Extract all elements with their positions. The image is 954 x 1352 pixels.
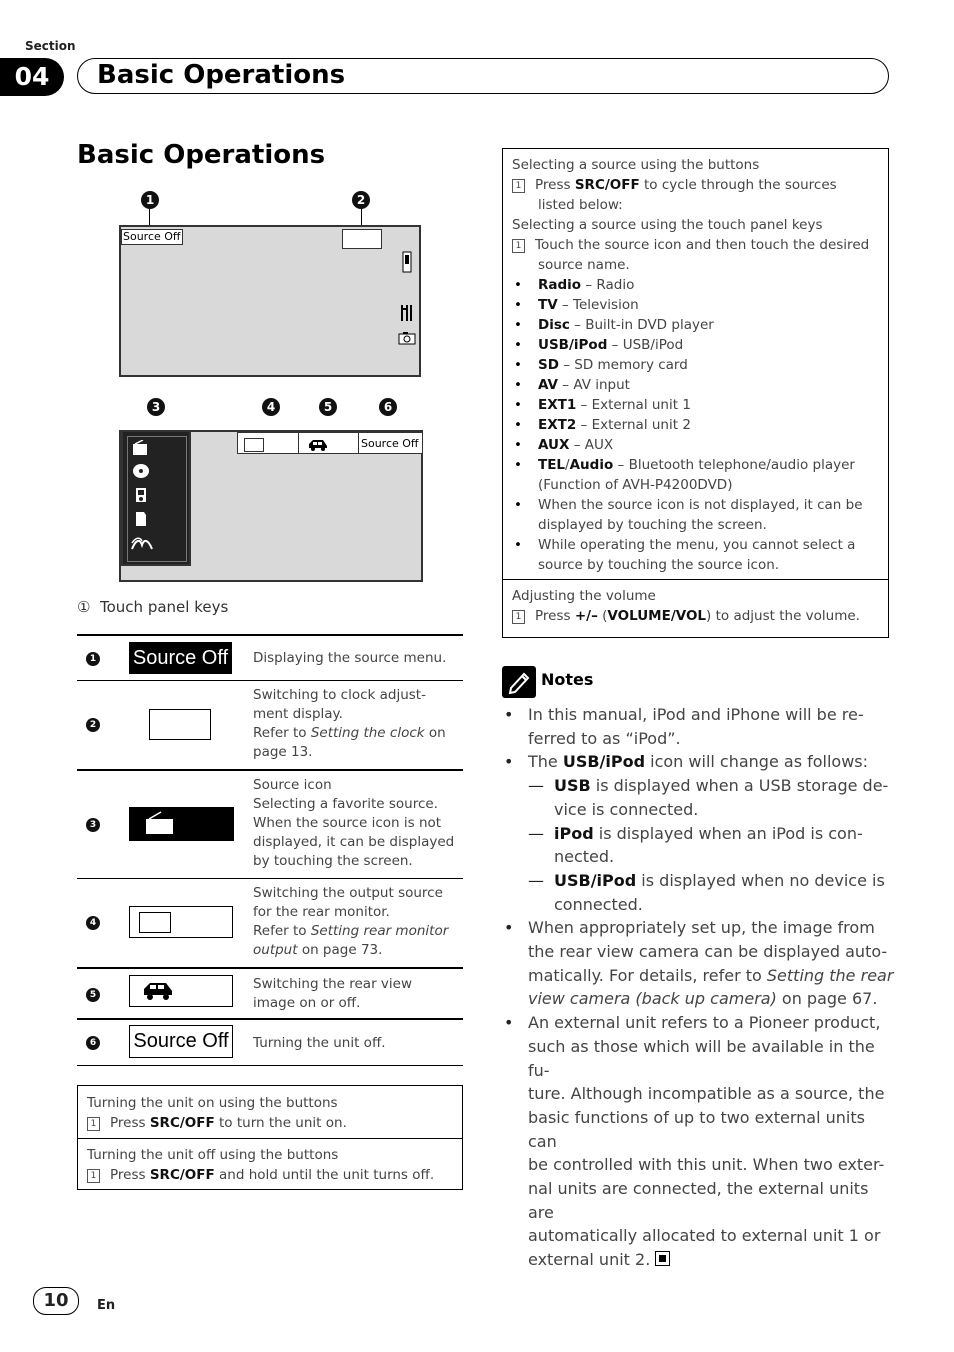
volume-title: Adjusting the volume bbox=[512, 588, 656, 604]
row-number: 4 bbox=[86, 916, 100, 930]
rear-view-key[interactable] bbox=[307, 437, 329, 456]
source-icon-radio[interactable] bbox=[131, 440, 151, 460]
row-description: Displaying the source menu. bbox=[253, 650, 447, 666]
notes-heading: Notes bbox=[541, 670, 594, 689]
row-description: Switching the rear view image on or off. bbox=[253, 976, 413, 1011]
table-row bbox=[77, 634, 463, 680]
callout-4: 4 bbox=[262, 398, 280, 416]
list-item: • AUX – AUX bbox=[512, 435, 879, 455]
off-step: 1 Press SRC/OFF and hold until the unit turns off. bbox=[87, 1165, 453, 1185]
on-step: 1 Press SRC/OFF to turn the unit on. bbox=[87, 1113, 453, 1133]
callout-1: 1 bbox=[141, 191, 159, 209]
rear-monitor-key-icon bbox=[129, 906, 233, 938]
disc-icon[interactable] bbox=[132, 463, 150, 483]
source-menu bbox=[121, 430, 191, 566]
pencil-icon bbox=[502, 666, 536, 698]
rear-view-key-icon bbox=[129, 975, 233, 1007]
row-number: 1 bbox=[86, 652, 100, 666]
av-input-icon[interactable] bbox=[130, 536, 154, 555]
source-title-touch: Selecting a source using the touch panel keys bbox=[512, 217, 823, 233]
sub-item: — USB is displayed when a USB storage de- vice is connected. bbox=[528, 774, 897, 821]
source-title-buttons: Selecting a source using the buttons bbox=[512, 157, 760, 173]
phone-icon bbox=[402, 251, 412, 273]
divider bbox=[358, 433, 359, 453]
source-instructions-box bbox=[502, 148, 889, 638]
sd-card-icon[interactable] bbox=[135, 511, 147, 531]
source-off-key-icon: Source Off bbox=[129, 642, 232, 674]
rear-monitor-key[interactable] bbox=[244, 438, 264, 452]
list-item: • An external unit refers to a Pioneer product, such as those which will be available in the fu- ture. Although incompatible as a source, the basic functions of up to two external units can be controlled with this unit. When two exter- nal units are connected, the external units are automatically allocated to external unit 1 or external unit 2. bbox=[502, 1011, 897, 1272]
divider bbox=[298, 433, 299, 453]
source-step-2-cont: source name. bbox=[538, 257, 630, 273]
callout-2: 2 bbox=[352, 191, 370, 209]
section-title: Basic Operations bbox=[97, 60, 346, 90]
notes-list bbox=[502, 703, 897, 1272]
list-item: • Disc – Built-in DVD player bbox=[512, 315, 879, 335]
screen-menu bbox=[119, 430, 423, 582]
tools-icon bbox=[399, 303, 415, 323]
callout-6: 6 bbox=[379, 398, 397, 416]
row-number: 2 bbox=[86, 718, 100, 732]
list-item: • The USB/iPod icon will change as follows: — USB is displayed when a USB storage de- vice is connected. — iPod is displayed when an iPod is con- nected. — USB/iPod is displayed when no device is connected. bbox=[502, 750, 897, 916]
callout-3: 3 bbox=[147, 398, 165, 416]
language-code: En bbox=[97, 1298, 116, 1313]
sub-item: — iPod is displayed when an iPod is con- nected. bbox=[528, 822, 897, 869]
power-instructions-box bbox=[77, 1085, 463, 1190]
row-number: 6 bbox=[86, 1036, 100, 1050]
callout-5: 5 bbox=[319, 398, 337, 416]
page-number: 10 bbox=[33, 1287, 79, 1315]
table-row bbox=[77, 680, 463, 769]
row-number: 3 bbox=[86, 818, 100, 832]
source-off-key[interactable]: Source Off bbox=[361, 437, 419, 450]
table-row bbox=[77, 769, 463, 878]
menu-key-bar bbox=[237, 432, 423, 454]
table-row bbox=[77, 1018, 463, 1066]
list-item: • While operating the menu, you cannot select a source by touching the source icon. bbox=[512, 535, 879, 575]
section-number: 04 bbox=[0, 58, 64, 96]
list-item: • When appropriately set up, the image from the rear view camera can be displayed auto- matically. For details, refer to Setting the rear view camera (back up camera) on page 67. bbox=[502, 916, 897, 1011]
off-title: Turning the unit off using the buttons bbox=[87, 1147, 339, 1163]
figure-caption: ① Touch panel keys bbox=[77, 598, 229, 616]
list-item: • SD – SD memory card bbox=[512, 355, 879, 375]
volume-step: 1 Press +/– (VOLUME/VOL) to adjust the volume. bbox=[512, 606, 879, 626]
source-step-2: 1 Touch the source icon and then touch the desired bbox=[512, 235, 879, 255]
row-description: Switching the output source for the rear monitor. Refer to Setting rear monitor output on page 73. bbox=[253, 885, 449, 958]
source-off-key[interactable]: Source Off bbox=[123, 230, 181, 243]
sub-item: — USB/iPod is displayed when no device is connected. bbox=[528, 869, 897, 916]
list-item: • EXT1 – External unit 1 bbox=[512, 395, 879, 415]
on-title: Turning the unit on using the buttons bbox=[87, 1095, 338, 1111]
touch-key-table bbox=[77, 634, 463, 1066]
source-step-1: 1 Press SRC/OFF to cycle through the sources bbox=[512, 175, 879, 195]
source-off-key-icon: Source Off bbox=[129, 1025, 233, 1058]
list-item: • USB/iPod – USB/iPod bbox=[512, 335, 879, 355]
list-item: • TV – Television bbox=[512, 295, 879, 315]
list-item: • TEL/Audio – Bluetooth telephone/audio player (Function of AVH-P4200DVD) bbox=[512, 455, 879, 495]
list-item: • AV – AV input bbox=[512, 375, 879, 395]
table-row bbox=[77, 878, 463, 967]
source-step-1-cont: listed below: bbox=[538, 197, 623, 213]
page-title: Basic Operations bbox=[77, 140, 326, 170]
list-item: • Radio – Radio bbox=[512, 275, 879, 295]
row-number: 5 bbox=[86, 988, 100, 1002]
row-description: Turning the unit off. bbox=[253, 1035, 386, 1051]
section-label: Section bbox=[25, 39, 76, 53]
table-row bbox=[77, 967, 463, 1018]
row-description: Source icon Selecting a favorite source. When the source icon is not displayed, it can be displayed by touching the screen. bbox=[253, 777, 455, 869]
screen-main bbox=[119, 225, 421, 377]
ipod-icon[interactable] bbox=[135, 487, 147, 507]
list-item: • In this manual, iPod and iPhone will be re- ferred to as “iPod”. bbox=[502, 703, 897, 750]
clock-key-icon bbox=[149, 709, 211, 740]
row-description: Switching to clock adjust- ment display. Refer to Setting the clock on page 13. bbox=[253, 687, 446, 760]
list-item: • When the source icon is not displayed, it can be displayed by touching the screen. bbox=[512, 495, 879, 535]
list-item: • EXT2 – External unit 2 bbox=[512, 415, 879, 435]
camera-icon bbox=[398, 330, 416, 344]
clock-key[interactable] bbox=[342, 229, 382, 249]
end-mark-icon bbox=[655, 1251, 670, 1266]
source-icon-key bbox=[129, 807, 234, 841]
